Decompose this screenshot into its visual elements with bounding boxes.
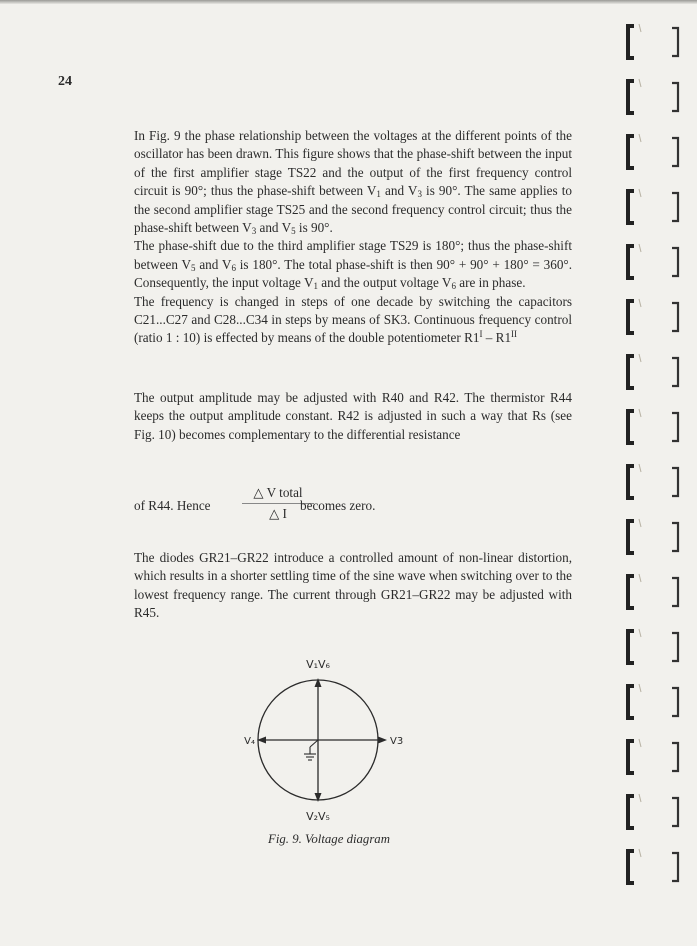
label-v1v6: V₁V₆ bbox=[306, 658, 330, 671]
subscript: 1 bbox=[313, 281, 318, 292]
arrow-down-head bbox=[315, 793, 322, 802]
label-v2v5: V₂V₅ bbox=[306, 810, 330, 823]
subscript: 5 bbox=[191, 262, 196, 273]
subscript: 6 bbox=[451, 281, 456, 292]
binder-ring-icon bbox=[620, 847, 690, 887]
paragraph-p4: The output amplitude may be adjusted with R40 and R42. The thermistor R44 keeps the output amplitude constant. R42 is adjusted in such a way that Rs (see Fig. 10) becomes complementary to the differential resistance bbox=[134, 390, 572, 442]
body-text-section-3 bbox=[134, 549, 572, 623]
arrow-up-head bbox=[315, 678, 322, 687]
arrow-right-head bbox=[378, 737, 387, 744]
page-number: 24 bbox=[58, 74, 72, 89]
binder-ring-icon bbox=[620, 682, 690, 722]
subscript: 6 bbox=[231, 262, 236, 273]
binder-ring-icon bbox=[620, 737, 690, 777]
binder-rings bbox=[620, 22, 690, 932]
binder-ring-icon bbox=[620, 187, 690, 227]
paragraph-p5: The diodes GR21–GR22 introduce a controlled amount of non-linear distortion, which results in a shorter settling time of the sine wave when switching over to the lowest frequency range. The current through GR21–GR22 may be adjusted with R45. bbox=[134, 550, 572, 621]
binder-ring-icon bbox=[620, 462, 690, 502]
supscript: II bbox=[511, 329, 518, 340]
binder-ring-icon bbox=[620, 297, 690, 337]
binder-ring-icon bbox=[620, 792, 690, 832]
binder-ring-icon bbox=[620, 627, 690, 667]
label-v4: V₄ bbox=[244, 736, 255, 747]
ground-icon bbox=[304, 740, 318, 760]
fraction-numerator: △ V total bbox=[253, 485, 303, 500]
binder-ring-icon bbox=[620, 572, 690, 612]
binder-ring-icon bbox=[620, 242, 690, 282]
binder-ring-icon bbox=[620, 407, 690, 447]
paragraph-p2: The phase-shift due to the third amplifier stage TS29 is 180°; thus the phase-shift between $V_5$ and $V_6$ is 180°. The total phase-shift is then 90° + 90° + 180° = 360°. Consequently, the input voltage $V_1$ and the output voltage $V_6$ are in phase. bbox=[134, 238, 573, 292]
formula-lead-text: of R44. Hence bbox=[134, 498, 211, 513]
binder-ring-icon bbox=[620, 132, 690, 172]
page-top-edge bbox=[0, 0, 697, 4]
subscript: 3 bbox=[251, 226, 257, 237]
supscript: I bbox=[479, 329, 483, 340]
fraction-denominator: △ I bbox=[269, 506, 287, 521]
binder-ring-icon bbox=[620, 517, 690, 557]
formula-trail-text: becomes zero. bbox=[300, 498, 376, 513]
binder-ring-icon bbox=[620, 352, 690, 392]
subscript: 3 bbox=[417, 189, 422, 200]
label-v3: V3 bbox=[390, 736, 404, 747]
figure-caption: Fig. 9. Voltage diagram bbox=[268, 832, 390, 846]
body-text-section-2 bbox=[134, 389, 572, 444]
paragraph-p1: In Fig. 9 the phase relationship between the voltages at the different points of the oscillator has been drawn. This figure shows that the phase-shift between the input of the first amplifier stage TS22 and the output of the first frequency control circuit is 90°; thus the phase-shift between $V_1$ and $V_3$ is 90°. The same applies to the second amplifier stage TS25 and the second frequency control circuit; thus the phase-shift between $V_3$ and $V_5$ is 90°. bbox=[134, 128, 573, 237]
body-text-section-1 bbox=[134, 127, 572, 348]
binder-ring-icon bbox=[620, 22, 690, 62]
binder-ring-icon bbox=[620, 77, 690, 117]
paragraph-p3: The frequency is changed in steps of one decade by switching the capacitors C21...C27 and C28...C34 in steps by means of SK3. Continuous frequency control (ratio 1 : 10) is effected by means of the double potentiometer $R1^I - R1^{II}$ bbox=[134, 293, 572, 346]
formula-line bbox=[134, 485, 572, 531]
voltage-diagram bbox=[240, 650, 410, 828]
subscript: 5 bbox=[291, 226, 296, 237]
subscript: 1 bbox=[376, 189, 381, 200]
